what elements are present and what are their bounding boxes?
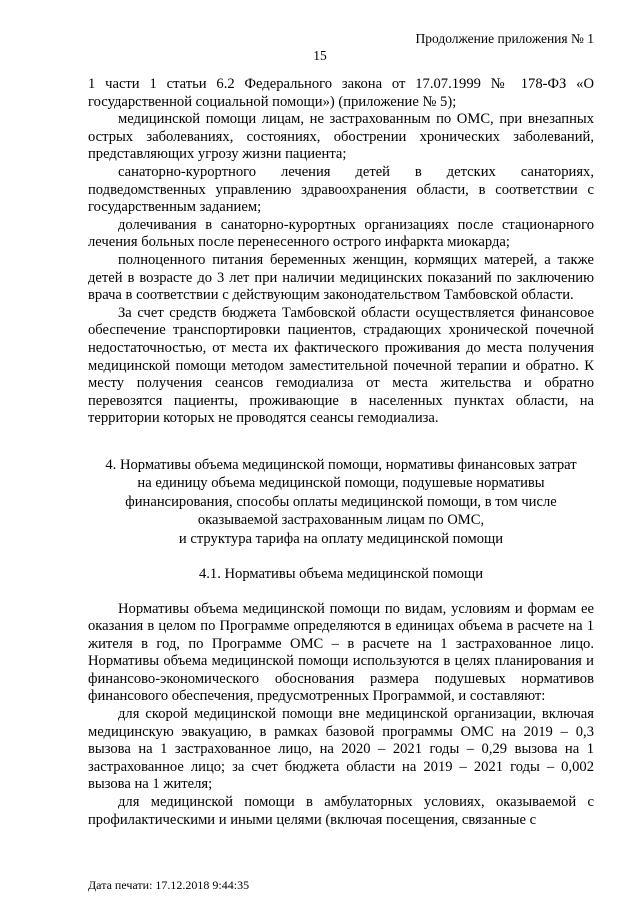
section-4-title-line: и структура тарифа на оплату медицинской помощи xyxy=(178,530,504,547)
paragraph-nutrition: полноценного питания беременных женщин, кормящих матерей, а также детей в возрасте до 3 лет при наличии медицинских показаний по заключению врача в соответствии с действующим законодательством Тамбовской области. xyxy=(88,251,594,304)
section-4-title-line: оказываемой застрахованным лицам по ОМС, xyxy=(197,512,485,529)
paragraph-post-infarction: долечивания в санаторно-курортных организациях после стационарного лечения больных после перенесенного острого инфаркта миокарда; xyxy=(88,216,594,251)
paragraph-hemodialysis-transport: За счет средств бюджета Тамбовской области осуществляется финансовое обеспечение транспортировки пациентов, страдающих хронической почечной недостаточностью, от места их фактического проживания до места получения медицинской помощи методом заместительной почечной терапии и обратно. К месту получения сеансов гемодиализа от места жительства и обратно перевозятся пациенты, проживающие в населенных пунктах области, на территории которых не проводятся сеансы гемодиализа. xyxy=(88,304,594,427)
document-body xyxy=(88,76,594,829)
section-4-title-line: на единицу объема медицинской помощи, подушевые нормативы xyxy=(137,475,545,492)
section-4-title-line: 4. Нормативы объема медицинской помощи, нормативы финансовых затрат xyxy=(105,456,577,473)
paragraph-law-reference: 1 части 1 статьи 6.2 Федерального закона от 17.07.1999 № 178-ФЗ «О государственной социальной помощи») (приложение № 5); xyxy=(88,76,594,110)
page-number: 15 xyxy=(313,48,327,63)
appendix-continuation-note: Продолжение приложения № 1 xyxy=(415,31,594,46)
paragraph-uninsured-care: медицинской помощи лицам, не застрахованным по ОМС, при внезапных острых заболеваниях, состояниях, обострении хронических заболеваний, представляющих угрозу жизни пациента; xyxy=(88,111,594,163)
paragraph-ambulance-norms: для скорой медицинской помощи вне медицинской организации, включая медицинскую эвакуацию, в рамках базовой программы ОМС на 2019 – 0,3 вызова на 1 застрахованное лицо, на 2020 – 2021 годы – 0,29 вызова на 1 застрахованное лицо; за счет бюджета области на 2019 – 2021 годы – 0,002 вызова на 1 жителя; xyxy=(88,706,594,793)
subsection-4-1-title: 4.1. Нормативы объема медицинской помощи xyxy=(198,565,484,582)
print-date-footer: Дата печати: 17.12.2018 9:44:35 xyxy=(88,878,250,892)
paragraph-sanatorium-children: санаторно-курортного лечения детей в детских санаториях, подведомственных управлению здравоохранения области, в соответствии с государственным заданием; xyxy=(88,163,594,216)
section-4-title-line: финансирования, способы оплаты медицинской помощи, в том числе xyxy=(125,493,557,510)
paragraph-volume-norms: Нормативы объема медицинской помощи по видам, условиям и формам ее оказания в целом по Программе определяются в единицах объема в расчете на 1 жителя в год, по Программе ОМС – в расчете на 1 застрахованное лицо. Нормативы объема медицинской помощи используются в целях планирования и финансово-экономического обоснования размера подушевых нормативов финансового обеспечения, предусмотренных Программой, и составляют: xyxy=(88,600,594,705)
section-4-title xyxy=(88,456,594,548)
paragraph-outpatient-norms: для медицинской помощи в амбулаторных условиях, оказываемой с профилактическими и иными целями (включая посещения, связанные с xyxy=(88,794,594,828)
